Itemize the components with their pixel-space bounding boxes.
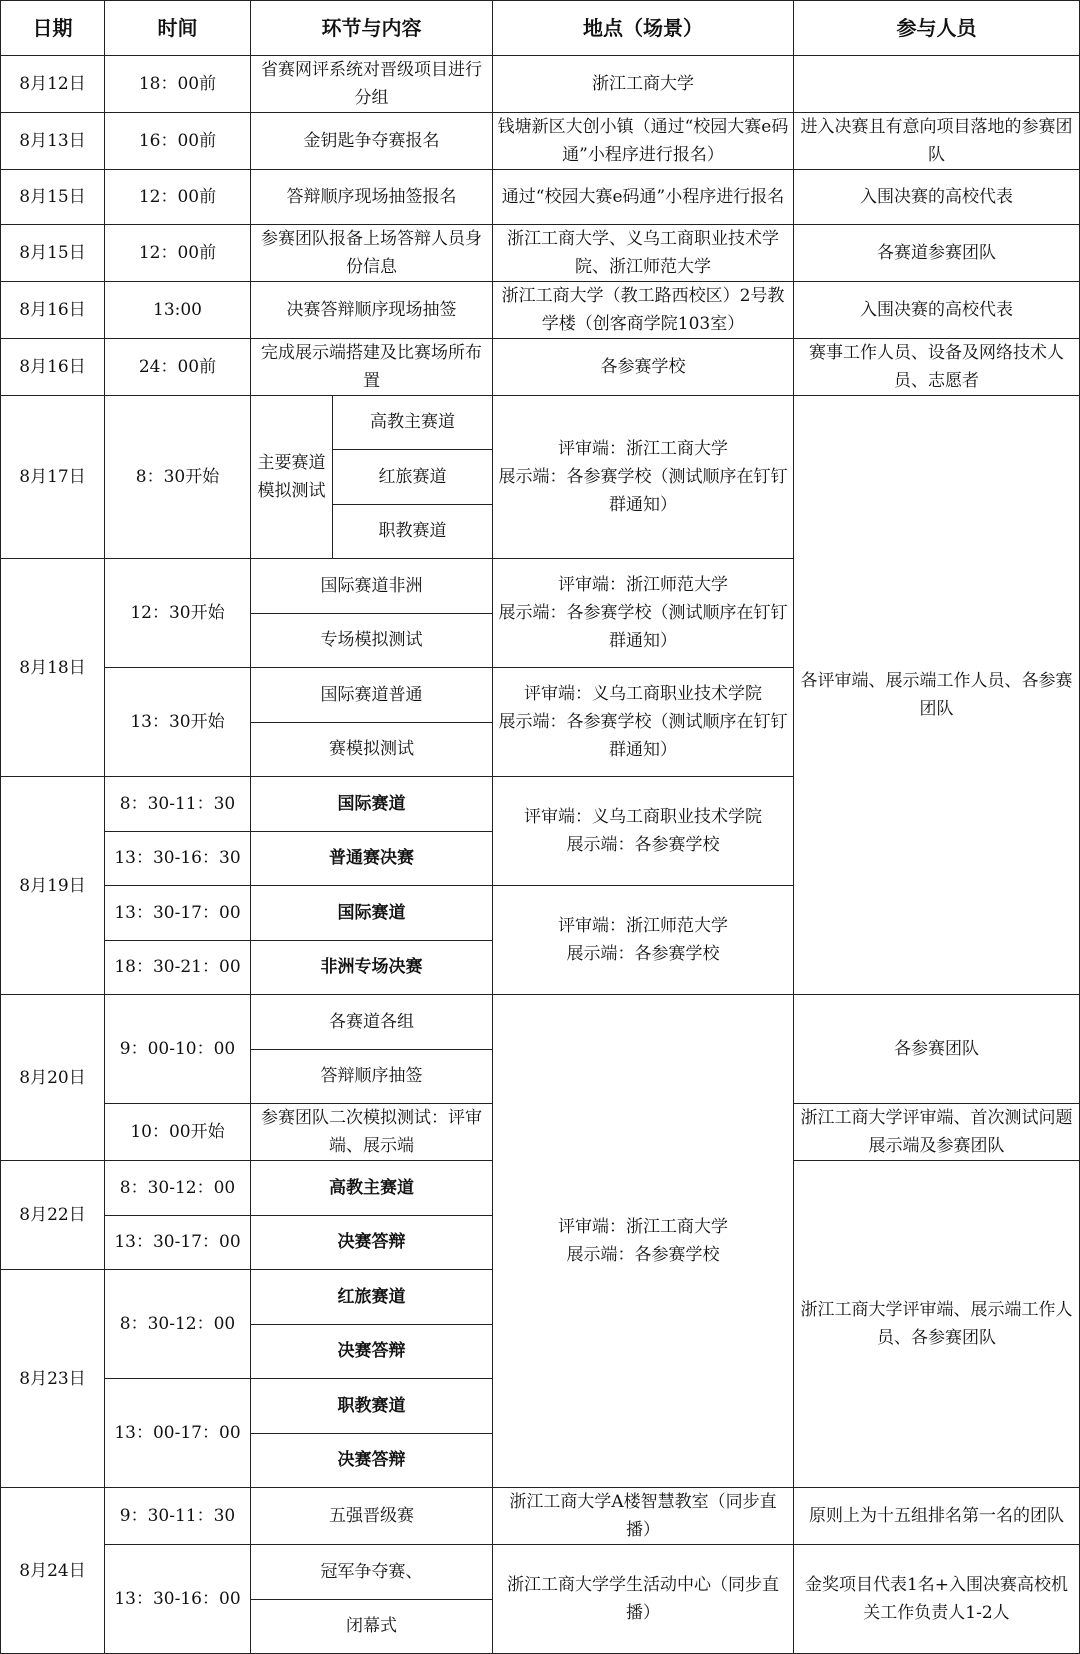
place-cell: 钱塘新区大创小镇（通过“校园大赛e码通”小程序进行报名）	[493, 113, 794, 170]
date-cell: 8月16日	[1, 338, 105, 395]
item-cell: 专场模拟测试	[251, 613, 493, 668]
header-item: 环节与内容	[251, 1, 493, 56]
people-cell: 各评审端、展示端工作人员、各参赛团队	[794, 395, 1080, 995]
time-cell: 9：00-10：00	[105, 995, 251, 1104]
time-cell: 18：30-21：00	[105, 940, 251, 995]
people-cell: 金奖项目代表1名+入围决赛高校机关工作负责人1-2人	[794, 1545, 1080, 1654]
item-cell: 职教赛道	[251, 1379, 493, 1434]
place-cell: 评审端：浙江师范大学 展示端：各参赛学校	[493, 886, 794, 995]
item-cell: 冠军争夺赛、	[251, 1545, 493, 1600]
table-row	[1, 1545, 1080, 1600]
time-cell: 12：30开始	[105, 559, 251, 668]
time-cell: 8：30-12：00	[105, 1161, 251, 1216]
group-cell: 主要赛道模拟测试	[251, 395, 333, 559]
time-cell: 13：30开始	[105, 668, 251, 777]
track-cell: 高教主赛道	[333, 395, 493, 450]
people-cell: 各参赛团队	[794, 995, 1080, 1104]
time-cell: 16：00前	[105, 113, 251, 170]
table-row	[1, 1488, 1080, 1545]
time-cell: 24：00前	[105, 338, 251, 395]
table-row	[1, 281, 1080, 338]
date-cell: 8月15日	[1, 170, 105, 225]
header-place: 地点（场景）	[493, 1, 794, 56]
date-cell: 8月16日	[1, 281, 105, 338]
item-cell: 参赛团队二次模拟测试：评审端、展示端	[251, 1104, 493, 1161]
time-cell: 12：00前	[105, 170, 251, 225]
item-cell: 国际赛道非洲	[251, 559, 493, 614]
place-cell: 浙江工商大学A楼智慧教室（同步直播）	[493, 1488, 794, 1545]
place-cell: 评审端：浙江师范大学 展示端：各参赛学校（测试顺序在钉钉群通知）	[493, 559, 794, 668]
place-cell: 通过“校园大赛e码通”小程序进行报名	[493, 170, 794, 225]
place-cell: 浙江工商大学学生活动中心（同步直播）	[493, 1545, 794, 1654]
time-cell: 8：30-11：30	[105, 777, 251, 832]
item-cell: 赛模拟测试	[251, 722, 493, 777]
date-cell: 8月19日	[1, 777, 105, 995]
table-row	[1, 338, 1080, 395]
item-cell: 决赛答辩	[251, 1215, 493, 1270]
people-cell: 进入决赛且有意向项目落地的参赛团队	[794, 113, 1080, 170]
place-cell: 评审端：义乌工商职业技术学院 展示端：各参赛学校	[493, 777, 794, 886]
people-cell: 赛事工作人员、设备及网络技术人员、志愿者	[794, 338, 1080, 395]
item-cell: 各赛道各组	[251, 995, 493, 1050]
time-cell: 13：30-16：30	[105, 831, 251, 886]
people-cell: 入围决赛的高校代表	[794, 170, 1080, 225]
place-cell: 评审端：义乌工商职业技术学院 展示端：各参赛学校（测试顺序在钉钉群通知）	[493, 668, 794, 777]
table-row	[1, 56, 1080, 113]
date-cell: 8月23日	[1, 1270, 105, 1488]
item-cell: 闭幕式	[251, 1599, 493, 1654]
item-cell: 决赛答辩顺序现场抽签	[251, 281, 493, 338]
item-cell: 国际赛道	[251, 777, 493, 832]
time-cell: 12：00前	[105, 224, 251, 281]
people-cell: 各赛道参赛团队	[794, 224, 1080, 281]
people-cell: 浙江工商大学评审端、展示端工作人员、各参赛团队	[794, 1161, 1080, 1488]
item-cell: 非洲专场决赛	[251, 940, 493, 995]
date-cell: 8月24日	[1, 1488, 105, 1654]
track-cell: 红旅赛道	[333, 450, 493, 505]
people-cell: 原则上为十五组排名第一名的团队	[794, 1488, 1080, 1545]
place-cell: 浙江工商大学（教工路西校区）2号教学楼（创客商学院103室）	[493, 281, 794, 338]
table-row	[1, 224, 1080, 281]
date-cell: 8月20日	[1, 995, 105, 1161]
table-row	[1, 395, 1080, 450]
item-cell: 国际赛道普通	[251, 668, 493, 723]
item-cell: 红旅赛道	[251, 1270, 493, 1325]
item-cell: 决赛答辩	[251, 1433, 493, 1488]
track-cell: 职教赛道	[333, 504, 493, 559]
place-cell: 浙江工商大学、义乌工商职业技术学院、浙江师范大学	[493, 224, 794, 281]
time-cell: 13：00-17：00	[105, 1379, 251, 1488]
people-cell: 入围决赛的高校代表	[794, 281, 1080, 338]
header-time: 时间	[105, 1, 251, 56]
date-cell: 8月17日	[1, 395, 105, 559]
time-cell: 10：00开始	[105, 1104, 251, 1161]
time-cell: 13：30-17：00	[105, 1215, 251, 1270]
time-cell: 13:00	[105, 281, 251, 338]
item-cell: 金钥匙争夺赛报名	[251, 113, 493, 170]
header-row	[1, 1, 1080, 56]
date-cell: 8月12日	[1, 56, 105, 113]
header-people: 参与人员	[794, 1, 1080, 56]
table-row	[1, 995, 1080, 1050]
item-cell: 完成展示端搭建及比赛场所布置	[251, 338, 493, 395]
time-cell: 13：30-17：00	[105, 886, 251, 941]
time-cell: 18：00前	[105, 56, 251, 113]
place-cell: 评审端：浙江工商大学 展示端：各参赛学校（测试顺序在钉钉群通知）	[493, 395, 794, 559]
people-cell: 浙江工商大学评审端、首次测试问题展示端及参赛团队	[794, 1104, 1080, 1161]
place-cell: 各参赛学校	[493, 338, 794, 395]
item-cell: 省赛网评系统对晋级项目进行分组	[251, 56, 493, 113]
time-cell: 9：30-11：30	[105, 1488, 251, 1545]
item-cell: 决赛答辩	[251, 1324, 493, 1379]
place-cell: 评审端：浙江工商大学 展示端：各参赛学校	[493, 995, 794, 1488]
date-cell: 8月13日	[1, 113, 105, 170]
table-row	[1, 170, 1080, 225]
item-cell: 五强晋级赛	[251, 1488, 493, 1545]
people-cell	[794, 56, 1080, 113]
item-cell: 参赛团队报备上场答辩人员身份信息	[251, 224, 493, 281]
time-cell: 8：30开始	[105, 395, 251, 559]
item-cell: 答辩顺序抽签	[251, 1049, 493, 1104]
item-cell: 答辩顺序现场抽签报名	[251, 170, 493, 225]
date-cell: 8月18日	[1, 559, 105, 777]
table-row	[1, 113, 1080, 170]
date-cell: 8月15日	[1, 224, 105, 281]
date-cell: 8月22日	[1, 1161, 105, 1270]
header-date: 日期	[1, 1, 105, 56]
place-cell: 浙江工商大学	[493, 56, 794, 113]
item-cell: 高教主赛道	[251, 1161, 493, 1216]
time-cell: 13：30-16：00	[105, 1545, 251, 1654]
item-cell: 国际赛道	[251, 886, 493, 941]
item-cell: 普通赛决赛	[251, 831, 493, 886]
time-cell: 8：30-12：00	[105, 1270, 251, 1379]
